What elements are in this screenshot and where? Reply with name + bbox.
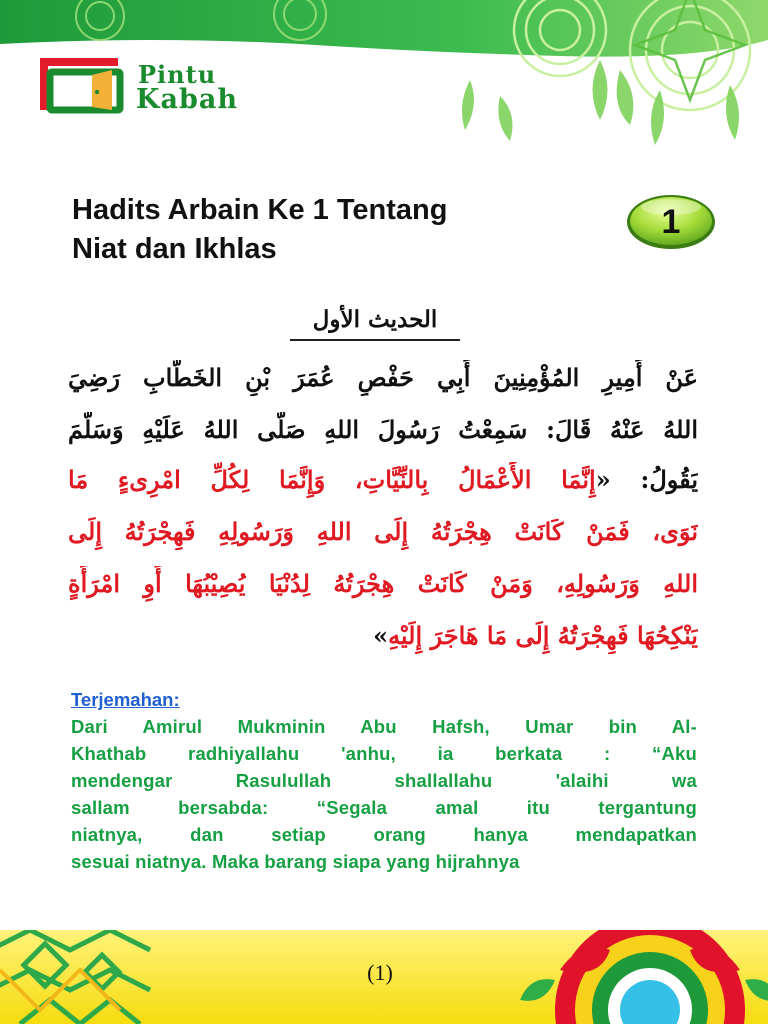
translation-line: niatnya, dan setiap orang hanya mendapatkan	[71, 824, 697, 845]
arabic-line-4: نَوَى، فَمَنْ كَانَتْ هِجْرَتُهُ إِلَى اللهِ وَرَسُولِهِ فَهِجْرَتُهُ إِلَى	[68, 517, 698, 546]
title-line-2: Niat dan Ikhlas	[72, 233, 277, 265]
translation-line: sallam bersabda: “Segala amal itu tergantung	[71, 797, 697, 818]
arabic-line-5: اللهِ وَرَسُولِهِ، وَمَنْ كَانَتْ هِجْرَتُهُ لِدُنْيَا يُصِيْبُهَا أَوِ امْرَأَةٍ	[68, 569, 698, 598]
arabic-heading: الحديث الأول	[290, 306, 460, 341]
logo-text-bottom: Kabah	[136, 84, 238, 115]
translation-line: sesuai niatnya. Maka barang siapa yang hijrahnya	[71, 851, 520, 872]
badge-number: 1	[661, 203, 681, 241]
logo-text-top: Pintu	[138, 60, 217, 89]
arabic-line-3	[68, 462, 698, 498]
brand-logo[interactable]	[40, 58, 280, 120]
arabic-line-1: عَنْ أَمِيرِ المُؤْمِنِينَ أَبِي حَفْصٍ عُمَرَ بْنِ الخَطَّابِ رَضِيَ	[68, 363, 698, 392]
translation-line: Khathab radhiyallahu 'anhu, ia berkata : “Aku	[71, 743, 697, 764]
arabic-hadith-end: يَنْكِحُهَا فَهِجْرَتُهُ إِلَى مَا هَاجَرَ إِلَيْهِ	[388, 621, 698, 650]
arabic-hadith-start: إِنَّمَا الأَعْمَالُ بِالنِّيَّاتِ، وَإِنَّمَا لِكُلِّ امْرِىءٍ مَا	[68, 465, 596, 494]
translation-heading: Terjemahan:	[71, 689, 180, 710]
hadith-number-badge	[625, 193, 717, 251]
arabic-line-2: اللهُ عَنْهُ قَالَ: سَمِعْتُ رَسُولَ اللهِ صَلَّى اللهُ عَلَيْهِ وَسَلَّمَ	[68, 415, 698, 444]
door-icon	[40, 58, 124, 116]
translation-line: mendengar Rasulullah shallallahu 'alaihi wa	[71, 770, 697, 791]
page-number: (1)	[367, 960, 393, 985]
translation-line: Dari Amirul Mukminin Abu Hafsh, Umar bin Al-	[71, 716, 697, 737]
arabic-quote-close: »	[373, 621, 389, 650]
page-title	[72, 191, 612, 269]
arabic-quote-intro: يَقُولُ: «	[595, 465, 698, 494]
arabic-line-6	[68, 618, 698, 654]
title-line-1: Hadits Arbain Ke 1 Tentang	[72, 194, 448, 226]
